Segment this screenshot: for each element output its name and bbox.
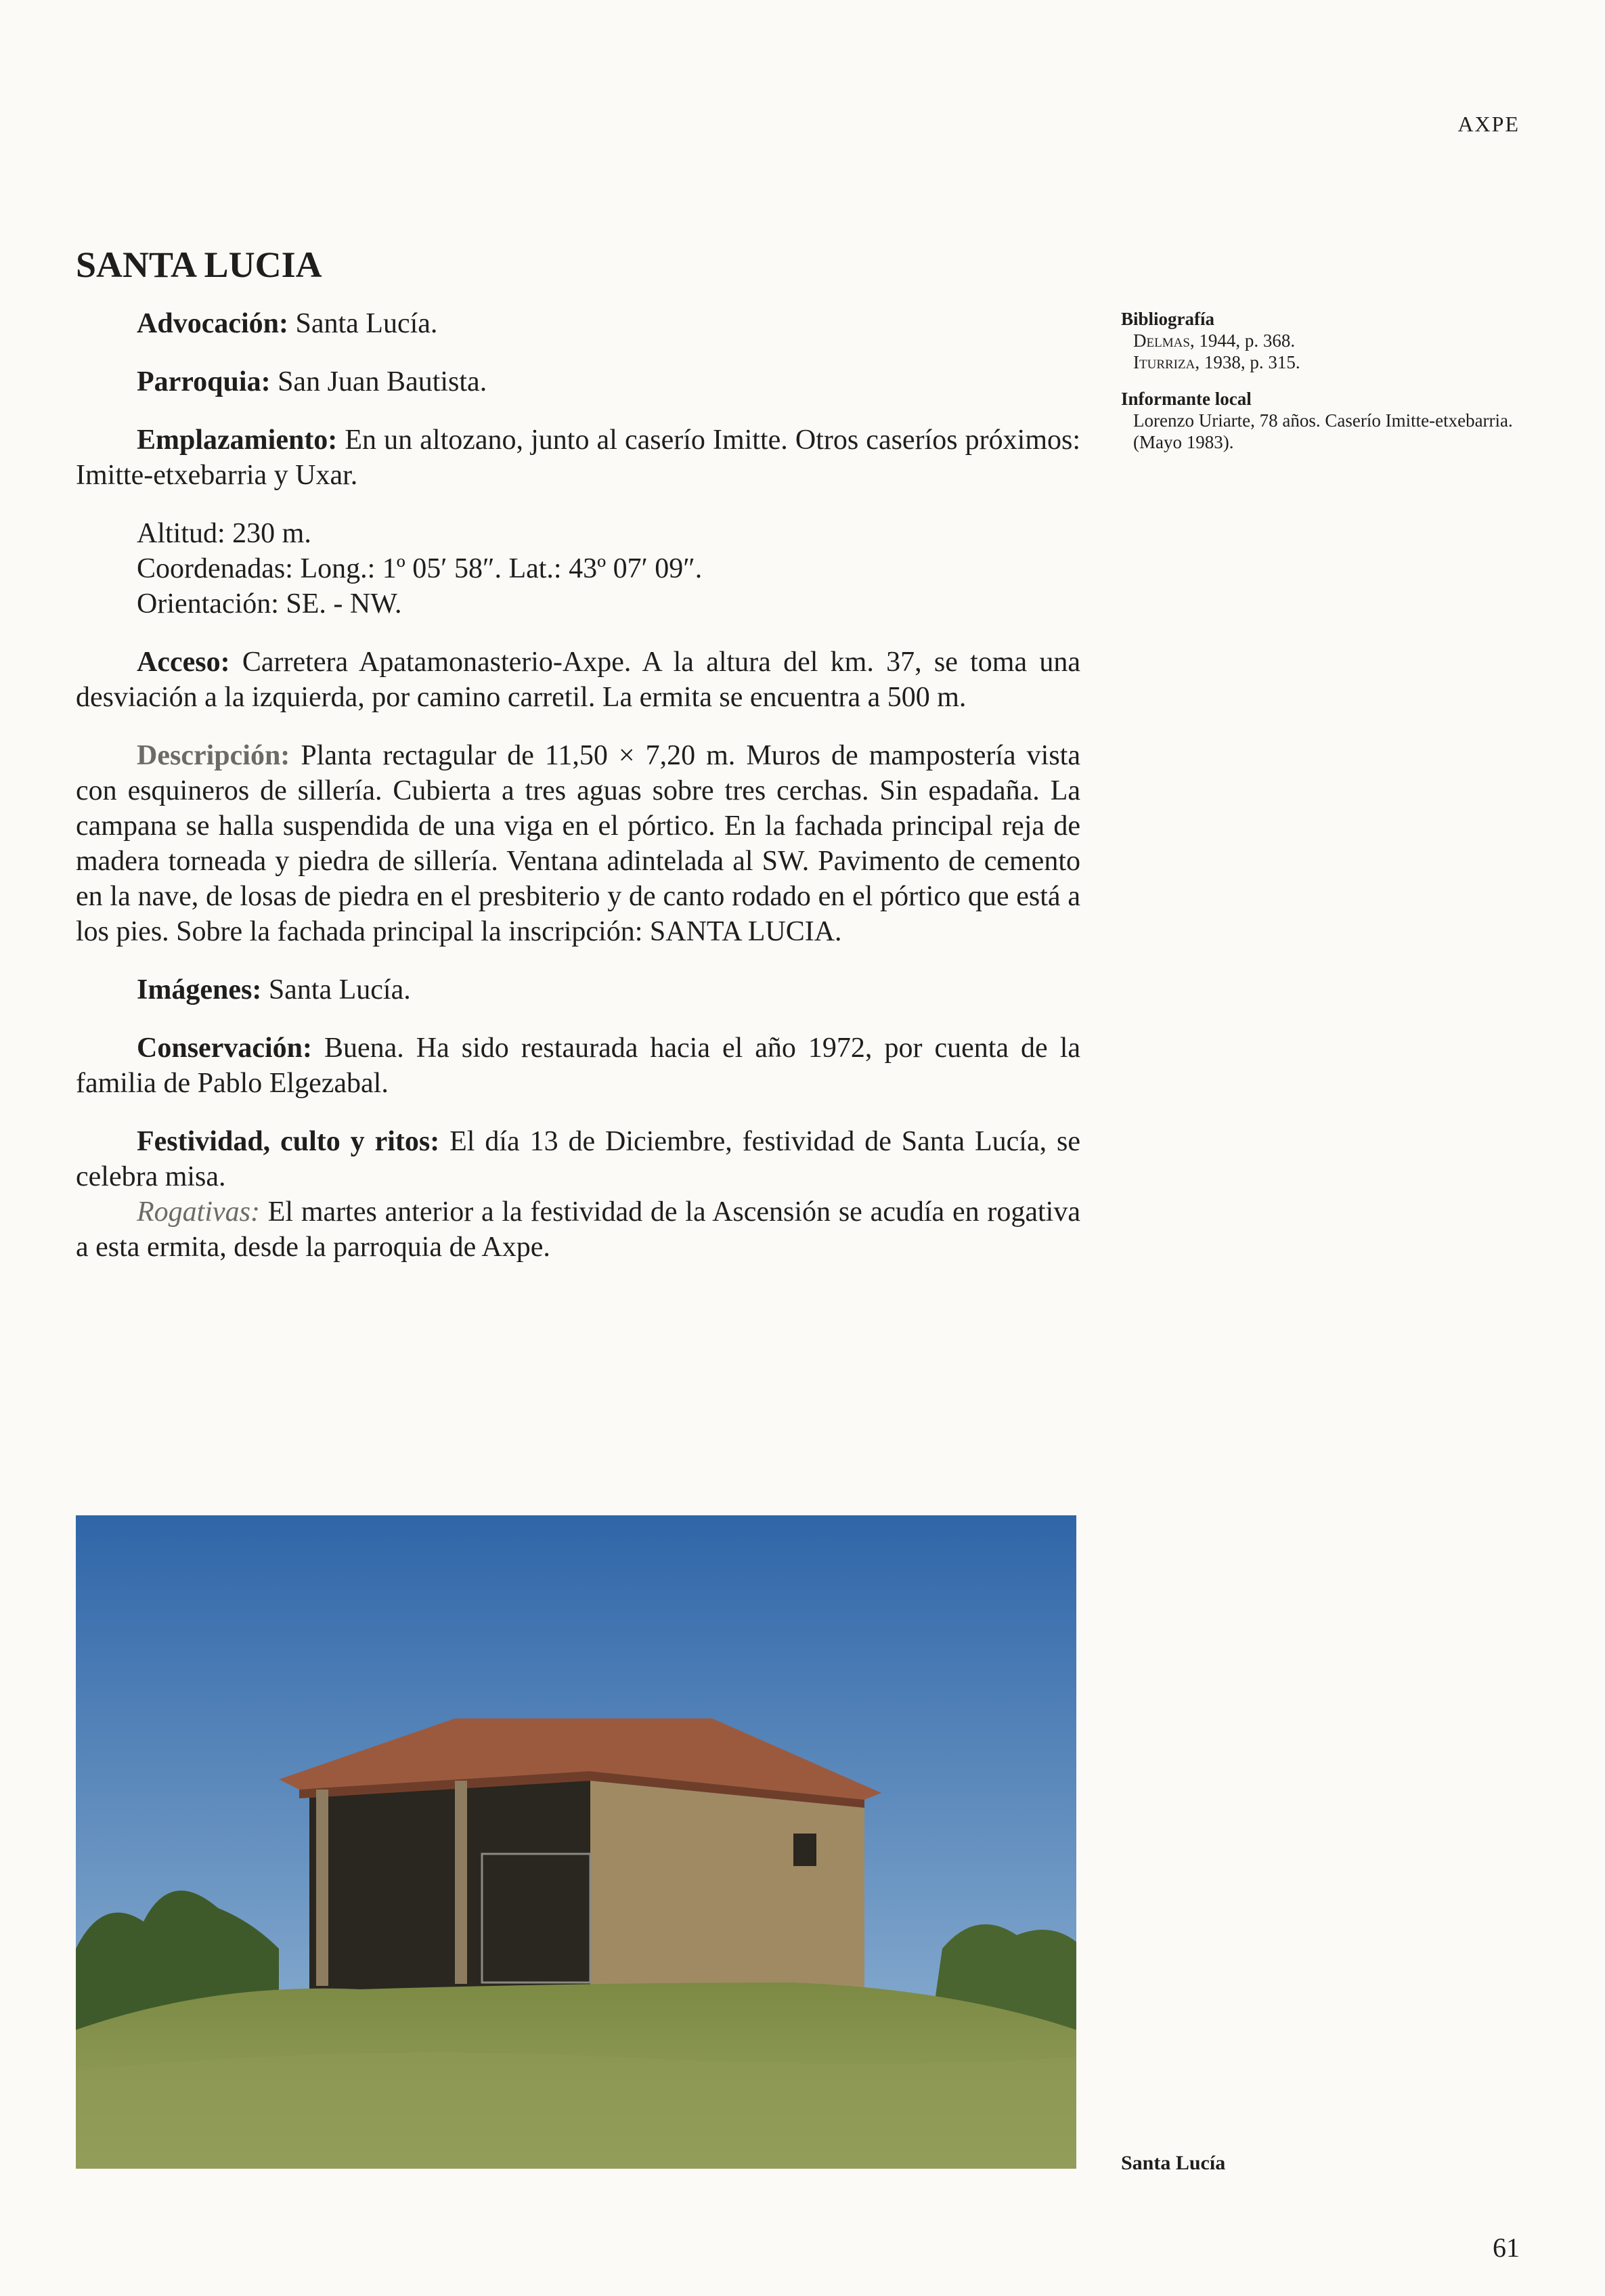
bibliografia-author: Iturriza [1133,352,1195,372]
page-number: 61 [1493,2232,1520,2263]
orientacion-line: Orientación: SE. - NW. [137,588,402,620]
bibliografia-ref: , 1944, p. 368. [1189,330,1296,351]
sidebar [1121,308,1527,468]
parroquia-label: Parroquia: [137,366,271,397]
advocacion-entry [76,306,1080,341]
descripcion-label: Descripción: [137,740,290,771]
location-block [76,516,1080,622]
emplazamiento-label: Emplazamiento: [137,425,338,456]
advocacion-text: Santa Lucía. [295,308,438,339]
ermita-window [793,1834,816,1866]
bibliografia-section [1121,308,1527,373]
informante-section [1121,388,1527,453]
bibliografia-author: Delmas [1133,330,1190,351]
conservacion-label: Conservación: [137,1033,312,1064]
portico-post [455,1781,467,1984]
descripcion-text: Planta rectagular de 11,50 × 7,20 m. Muros de mampostería vista con esquineros de sillería. Cubierta a tres aguas sobre tres cerchas. Sin espadaña. La campana se halla suspendida de una viga en el pórtico. En la fachada principal reja de madera torneada y piedra de sillería. Ventana adintelada al SW. Pavimento de cemento en la nave, de losas de piedra en el presbiterio y de canto rodado en el pórtico que está a los pies. Sobre la fachada principal la inscripción: SANTA LUCIA. [76,740,1080,947]
descripcion-entry [76,738,1080,949]
coordenadas-line: Coordenadas: Long.: 1º 05′ 58″. Lat.: 43º 07′ 09″. [137,553,703,584]
informante-heading: Informante local [1121,389,1252,409]
bibliografia-ref: , 1938, p. 315. [1195,352,1300,372]
parroquia-entry [76,364,1080,399]
festividad-entry [76,1124,1080,1194]
acceso-label: Acceso: [137,647,230,678]
acceso-text: Carretera Apatamonasterio-Axpe. A la altura del km. 37, se toma una desviación a la izquierda, por camino carretil. La ermita se encuentra a 500 m. [76,647,1081,713]
advocacion-label: Advocación: [137,308,288,339]
festividad-label: Festividad, culto y ritos: [137,1126,440,1157]
page-title: SANTA LUCIA [76,244,322,285]
imagenes-text: Santa Lucía. [268,974,411,1005]
parroquia-text: San Juan Bautista. [278,366,487,397]
photo-caption: Santa Lucía [1121,2152,1226,2174]
bibliografia-heading: Bibliografía [1121,309,1215,329]
bibliografia-item [1121,351,1527,373]
hermitage-illustration [76,1515,1076,2169]
conservacion-entry [76,1031,1080,1101]
conservacion-text: Buena. Ha sido restaurada hacia el año 1972, por cuenta de la familia de Pablo Elgezabal. [76,1033,1080,1099]
rogativas-text: El martes anterior a la festividad de la Ascensión se acudía en rogativa a esta ermita, desde la parroquia de Axpe. [76,1196,1080,1263]
hermitage-photo [76,1515,1076,2169]
festividad-text: El día 13 de Diciembre, festividad de Santa Lucía, se celebra misa. [76,1126,1081,1192]
rogativas-label: Rogativas: [137,1196,260,1228]
acceso-entry [76,645,1080,715]
altitud-line: Altitud: 230 m. [137,518,311,549]
imagenes-entry [76,972,1080,1008]
imagenes-label: Imágenes: [137,974,262,1005]
rogativas-entry [76,1194,1080,1265]
emplazamiento-entry [76,423,1080,493]
emplazamiento-text: En un altozano, junto al caserío Imitte. Otros caseríos próximos: Imitte-etxebarria y Uxar. [76,425,1081,491]
hill-shading [76,2052,1076,2169]
portico-post [316,1790,328,1986]
main-text [76,306,1080,1288]
informante-text: Lorenzo Uriarte, 78 años. Caserío Imitte-etxebarria. (Mayo 1983). [1133,410,1513,452]
running-head: AXPE [1457,112,1520,136]
bibliografia-item [1121,330,1527,351]
